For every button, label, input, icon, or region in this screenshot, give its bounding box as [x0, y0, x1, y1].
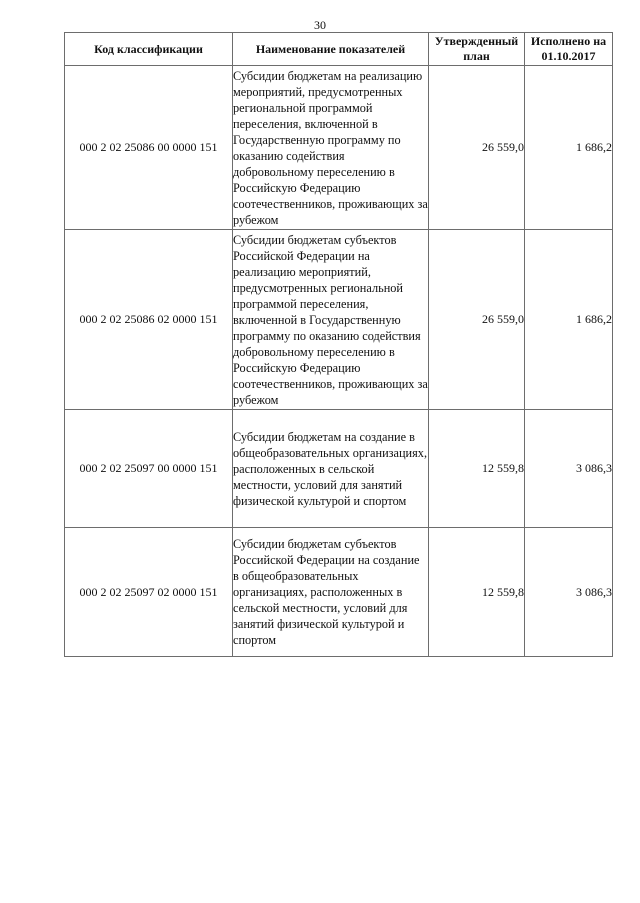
- row-code: 000 2 02 25097 00 0000 151: [65, 410, 233, 528]
- header-done: [525, 33, 613, 66]
- row-name: Субсидии бюджетам субъектов Российской Федерации на создание в общеобразовательных организациях, расположенных в сельской местности, условий для занятий физической культурой и спортом: [233, 528, 429, 657]
- page-number: 30: [314, 18, 326, 32]
- header-plan: [429, 33, 525, 66]
- table-row: [65, 410, 613, 528]
- row-name: Субсидии бюджетам на создание в общеобразовательных организациях, расположенных в сельской местности, условий для занятий физической культурой и спортом: [233, 410, 429, 528]
- row-done: 1 686,2: [525, 66, 613, 230]
- header-name: Наименование показателей: [233, 33, 429, 66]
- table-row: [65, 528, 613, 657]
- row-code: 000 2 02 25086 00 0000 151: [65, 66, 233, 230]
- row-done: 1 686,2: [525, 230, 613, 410]
- row-code: 000 2 02 25097 02 0000 151: [65, 528, 233, 657]
- row-plan: 12 559,8: [429, 528, 525, 657]
- row-done: 3 086,3: [525, 528, 613, 657]
- row-done: 3 086,3: [525, 410, 613, 528]
- table-row: [65, 66, 613, 230]
- row-name: Субсидии бюджетам субъектов Российской Федерации на реализацию мероприятий, предусмотренных региональной программой переселения, включенной в Государственную программу по оказанию содействия добровольному переселению в Российскую Федерацию соотечественников, проживающих за рубежом: [233, 230, 429, 410]
- row-name: Субсидии бюджетам на реализацию мероприятий, предусмотренных региональной программой переселения, включенной в Государственную программу по оказанию содействия добровольному переселению в Российскую Федерацию соотечественников, проживающих за рубежом: [233, 66, 429, 230]
- row-code: 000 2 02 25086 02 0000 151: [65, 230, 233, 410]
- header-code: Код классификации: [65, 33, 233, 66]
- budget-execution-table: [64, 32, 613, 657]
- table-row: [65, 230, 613, 410]
- header-plan-line1: Утвержденный: [434, 34, 519, 48]
- header-plan-line2: план: [463, 49, 490, 63]
- row-plan: 26 559,0: [429, 66, 525, 230]
- header-done-line1: Исполнено на: [530, 34, 607, 48]
- table-header-row: [65, 33, 613, 66]
- header-done-line2: 01.10.2017: [541, 49, 596, 63]
- row-plan: 12 559,8: [429, 410, 525, 528]
- row-plan: 26 559,0: [429, 230, 525, 410]
